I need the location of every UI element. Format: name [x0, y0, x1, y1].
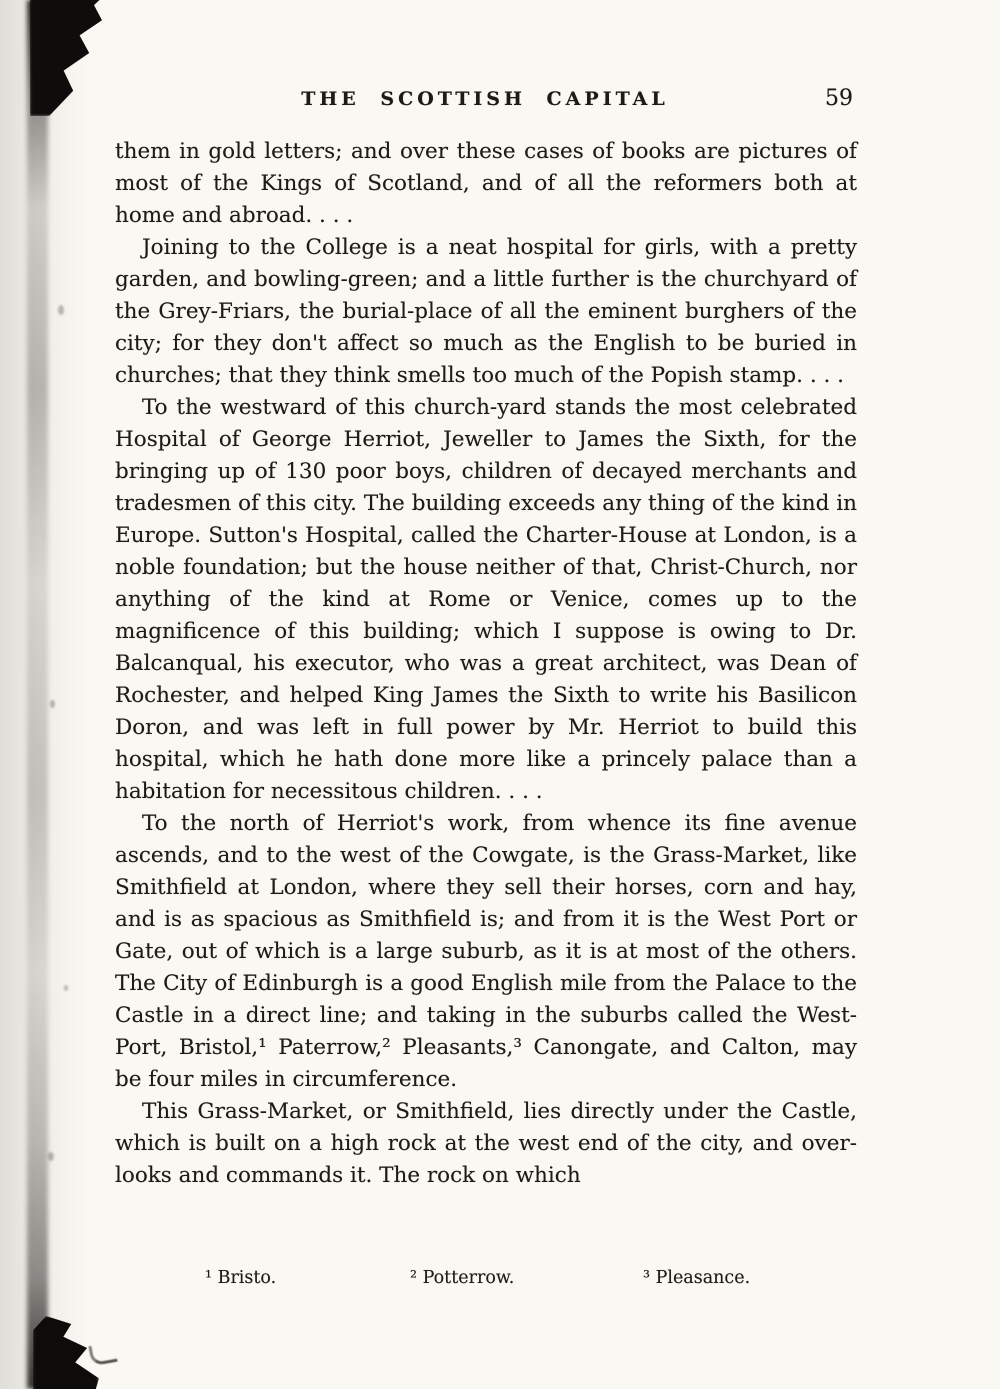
scan-speck	[64, 985, 68, 991]
running-title: THE SCOTTISH CAPITAL	[301, 88, 669, 110]
page-header	[115, 88, 855, 120]
scan-speck	[48, 1152, 54, 1161]
binding-shadow	[0, 0, 110, 1389]
paragraph: To the westward of this church-yard stands the most celebrated Hospital of George Herriot, Jeweller to James the Sixth, for the bringing up of 130 poor boys, children of decayed merchants and tradesmen of this city. The building exceeds any thing of the kind in Europe. Sutton's Hospital, called the Charter-House at London, is a noble foundation; but the house neither of that, Christ-Church, nor anything of the kind at Rome or Venice, comes up to the magnificence of this building; which I suppose is owing to Dr. Balcanqual, his executor, who was a great architect, was Dean of Rochester, and helped King James the Sixth to write his Basilicon Doron, and was left in full power by Mr. Herriot to build this hospital, which he hath done more like a princely palace than a habitation for necessitous children. . . .	[115, 395, 857, 804]
page-body	[115, 136, 857, 1192]
scan-binding-edge	[27, 0, 48, 1389]
footnotes	[115, 1268, 857, 1298]
paragraph: To the north of Herriot's work, from whence its fine avenue ascends, and to the west of the Cowgate, is the Grass-Market, like Smithfield at London, where they sell their horses, corn and hay, and is as spacious as Smithfield is; and from it is the West Port or Gate, out of which is a large suburb, as it is at most of the others. The City of Edinburgh is a good English mile from the Palace to the Castle in a direct line; and taking in the suburbs called the West-Port, Bristol,¹ Paterrow,² Pleasants,³ Canongate, and Calton, may be four miles in circumference.	[115, 811, 857, 1092]
scan-speck	[58, 305, 64, 315]
scan-hook-mark	[88, 1342, 117, 1366]
scan-speck	[50, 700, 55, 708]
paragraph: them in gold letters; and over these cases of books are pictures of most of the Kings of Scotland, and of all the reformers both at home and abroad. . . .	[115, 139, 857, 228]
footnote: ¹ Bristo.	[205, 1268, 277, 1288]
paragraph: Joining to the College is a neat hospital for girls, with a pretty garden, and bowling-green; and a little further is the churchyard of the Grey-Friars, the burial-place of all the eminent burghers of the city; for they don't affect so much as the English to be buried in churches; that they think smells too much of the Popish stamp. . . .	[115, 235, 857, 388]
scan-blob-top	[30, 0, 110, 116]
paragraph: This Grass-Market, or Smithfield, lies directly under the Castle, which is built on a high rock at the west end of the city, and over-looks and commands it. The rock on which	[115, 1099, 857, 1188]
footnote: ³ Pleasance.	[643, 1268, 751, 1288]
page-number: 59	[825, 86, 853, 111]
footnote: ² Potterrow.	[410, 1268, 515, 1288]
